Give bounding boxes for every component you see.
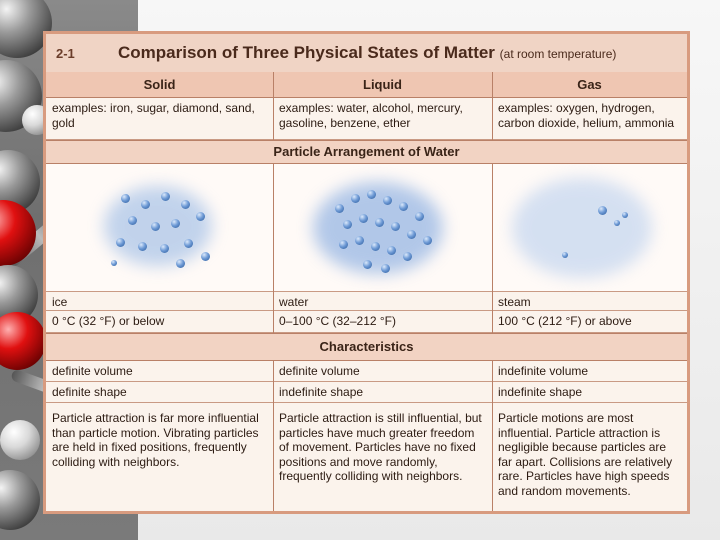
water-molecule-icon [598,206,607,215]
state-name-solid: ice [46,291,273,311]
water-molecule-icon [339,240,348,249]
water-molecule-icon [622,212,628,218]
shape-gas: indefinite shape [492,382,687,403]
hydrogen-atom-icon [0,420,40,460]
water-molecule-icon [196,212,205,221]
column-header-solid: Solid [46,72,273,98]
water-molecule-icon [181,200,190,209]
water-molecule-icon [151,222,160,231]
temperature-liquid: 0–100 °C (32–212 °F) [273,311,492,333]
ice-particle-illustration [46,164,273,291]
water-molecule-icon [359,214,368,223]
water-molecule-icon [160,244,169,253]
water-molecule-icon [351,194,360,203]
examples-solid: examples: iron, sugar, diamond, sand, gold [46,98,273,140]
description-solid: Particle attraction is far more influential than particle motion. Vibrating particles are held in fixed positions, frequently colliding with neighbors. [52,411,259,469]
column-divider [492,164,493,333]
column-divider [273,361,274,511]
examples-gas: examples: oxygen, hydrogen, carbon dioxide, helium, ammonia [492,98,687,140]
water-molecule-icon [403,252,412,261]
description-gas: Particle motions are most influential. Particle attraction is negligible because particles are far apart. Collisions are relatively rare. Particles have high speeds and random movements. [498,411,673,498]
water-molecule-icon [343,220,352,229]
water-molecule-icon [391,222,400,231]
water-molecule-icon [407,230,416,239]
volume-liquid: definite volume [273,361,492,382]
water-molecule-icon [383,196,392,205]
water-molecule-icon [161,192,170,201]
column-divider [492,361,493,511]
steam-particle-illustration [492,164,687,291]
water-molecule-icon [562,252,568,258]
column-divider [492,72,493,140]
water-molecule-icon [367,190,376,199]
water-molecule-icon [141,200,150,209]
water-molecule-icon [415,212,424,221]
table-title-text: Comparison of Three Physical States of Matter [118,43,495,62]
oxygen-atom-icon [0,200,36,266]
section-characteristics: Characteristics [46,333,687,361]
column-divider [273,72,274,140]
volume-gas: indefinite volume [492,361,687,382]
shape-liquid: indefinite shape [273,382,492,403]
table-title [118,43,616,63]
column-divider [273,164,274,333]
oxygen-atom-icon [0,312,46,370]
carbon-atom-icon [0,470,40,530]
table-title-bar [46,34,687,74]
water-molecule-icon [201,252,210,261]
shape-solid: definite shape [46,382,273,403]
steam-glow [512,178,652,278]
description-liquid: Particle attraction is still influential, but particles have much greater freedom of movement. Particles have no fixed positions and move randomly, frequently colliding with neighbors. [279,411,482,483]
water-molecule-icon [387,246,396,255]
water-molecule-icon [355,236,364,245]
water-molecule-icon [381,264,390,273]
water-molecule-icon [375,218,384,227]
water-molecule-icon [614,220,620,226]
state-name-gas: steam [492,291,687,311]
water-molecule-icon [121,194,130,203]
water-molecule-icon [184,239,193,248]
section-particle-arrangement: Particle Arrangement of Water [46,140,687,164]
water-molecule-icon [111,260,117,266]
table-number: 2-1 [56,46,75,61]
water-molecule-icon [176,259,185,268]
column-header-gas: Gas [492,72,687,98]
state-name-liquid: water [273,291,492,311]
temperature-gas: 100 °C (212 °F) or above [492,311,687,333]
water-molecule-icon [371,242,380,251]
water-particle-illustration [273,164,492,291]
volume-solid: definite volume [46,361,273,382]
water-molecule-icon [116,238,125,247]
water-molecule-icon [171,219,180,228]
temperature-solid: 0 °C (32 °F) or below [46,311,273,333]
column-header-liquid: Liquid [273,72,492,98]
water-molecule-icon [399,202,408,211]
water-molecule-icon [363,260,372,269]
examples-liquid: examples: water, alcohol, mercury, gasoline, benzene, ether [273,98,492,140]
water-glow [313,182,443,274]
water-molecule-icon [423,236,432,245]
table-subtitle: (at room temperature) [499,47,617,61]
water-molecule-icon [128,216,137,225]
comparison-table [43,31,690,514]
water-molecule-icon [335,204,344,213]
water-molecule-icon [138,242,147,251]
